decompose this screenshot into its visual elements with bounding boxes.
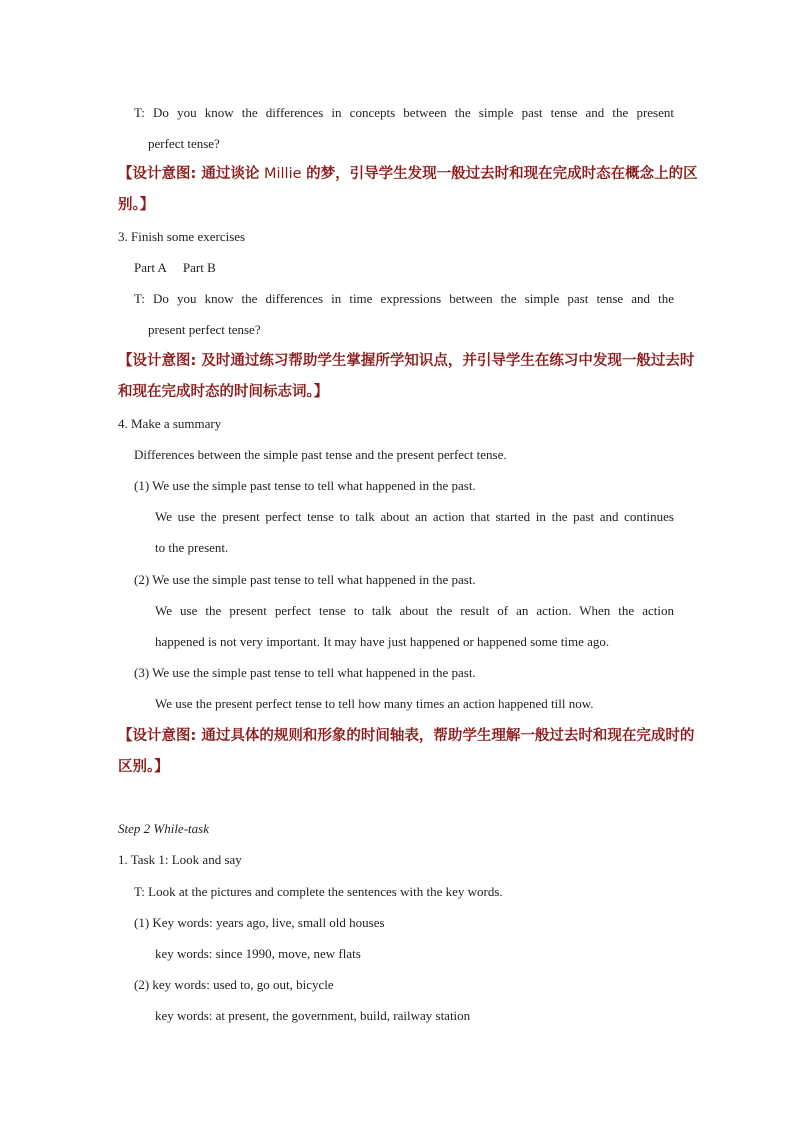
summary-intro: Differences between the simple past tense and the present perfect tense. xyxy=(134,447,507,462)
note-1-rest: 的梦，引导学生发现一般过去时和现在完成时态在概念上的区 xyxy=(306,166,698,182)
step-3-heading: 3. Finish some exercises xyxy=(118,229,246,244)
summary-point-2: (2) We use the simple past tense to tell what happened in the past. xyxy=(134,572,476,587)
design-intent-note-2-cont: 和现在完成时态的时间标志词。】 xyxy=(118,384,329,400)
summary-point-1-detail-cont: to the present. xyxy=(155,540,229,555)
step-4-heading: 4. Make a summary xyxy=(118,416,222,431)
task-1-heading: 1. Task 1: Look and say xyxy=(118,852,242,867)
design-intent-note-3-cont: 区别。】 xyxy=(118,759,169,775)
teacher-question-time-cont: present perfect tense? xyxy=(148,322,261,337)
part-b-label: Part B xyxy=(182,260,216,275)
part-a-label: Part A xyxy=(134,260,167,275)
key-words-2-b: key words: at present, the government, build, railway station xyxy=(155,1008,471,1023)
parts-line xyxy=(134,259,216,277)
design-intent-note-1-cont: 别。】 xyxy=(118,197,155,213)
design-intent-note-2: 【设计意图: 及时通过练习帮助学生掌握所学知识点，并引导学生在练习中发现一般过去时 xyxy=(118,353,695,369)
key-words-1: (1) Key words: years ago, live, small old houses xyxy=(134,915,385,930)
summary-point-2-detail: We use the present perfect tense to talk about the result of an action. When the action xyxy=(155,603,674,618)
key-words-2: (2) key words: used to, go out, bicycle xyxy=(134,977,334,992)
teacher-question-concepts: T: Do you know the differences in concepts between the simple past tense and the present xyxy=(134,105,674,120)
key-words-1-b: key words: since 1990, move, new flats xyxy=(155,946,361,961)
step-2-heading: Step 2 While-task xyxy=(118,821,209,836)
summary-point-3: (3) We use the simple past tense to tell what happened in the past. xyxy=(134,665,476,680)
teacher-instruction: T: Look at the pictures and complete the sentences with the key words. xyxy=(134,884,503,899)
design-intent-note-3: 【设计意图: 通过具体的规则和形象的时间轴表，帮助学生理解一般过去时和现在完成时的 xyxy=(118,728,695,744)
summary-point-2-detail-cont: happened is not very important. It may have just happened or happened some time ago. xyxy=(155,634,610,649)
teacher-question-concepts-cont: perfect tense? xyxy=(148,136,220,151)
summary-point-3-detail: We use the present perfect tense to tell how many times an action happened till now. xyxy=(155,696,594,711)
note-1-prefix: 【设计意图: 通过谈论 xyxy=(118,166,260,182)
teacher-question-time: T: Do you know the differences in time expressions between the simple past tense and the xyxy=(134,291,674,306)
summary-point-1-detail: We use the present perfect tense to talk about an action that started in the past and continues xyxy=(155,509,674,524)
summary-point-1: (1) We use the simple past tense to tell what happened in the past. xyxy=(134,478,476,493)
design-intent-note-1 xyxy=(118,164,698,184)
note-1-name: Millie xyxy=(259,166,307,182)
